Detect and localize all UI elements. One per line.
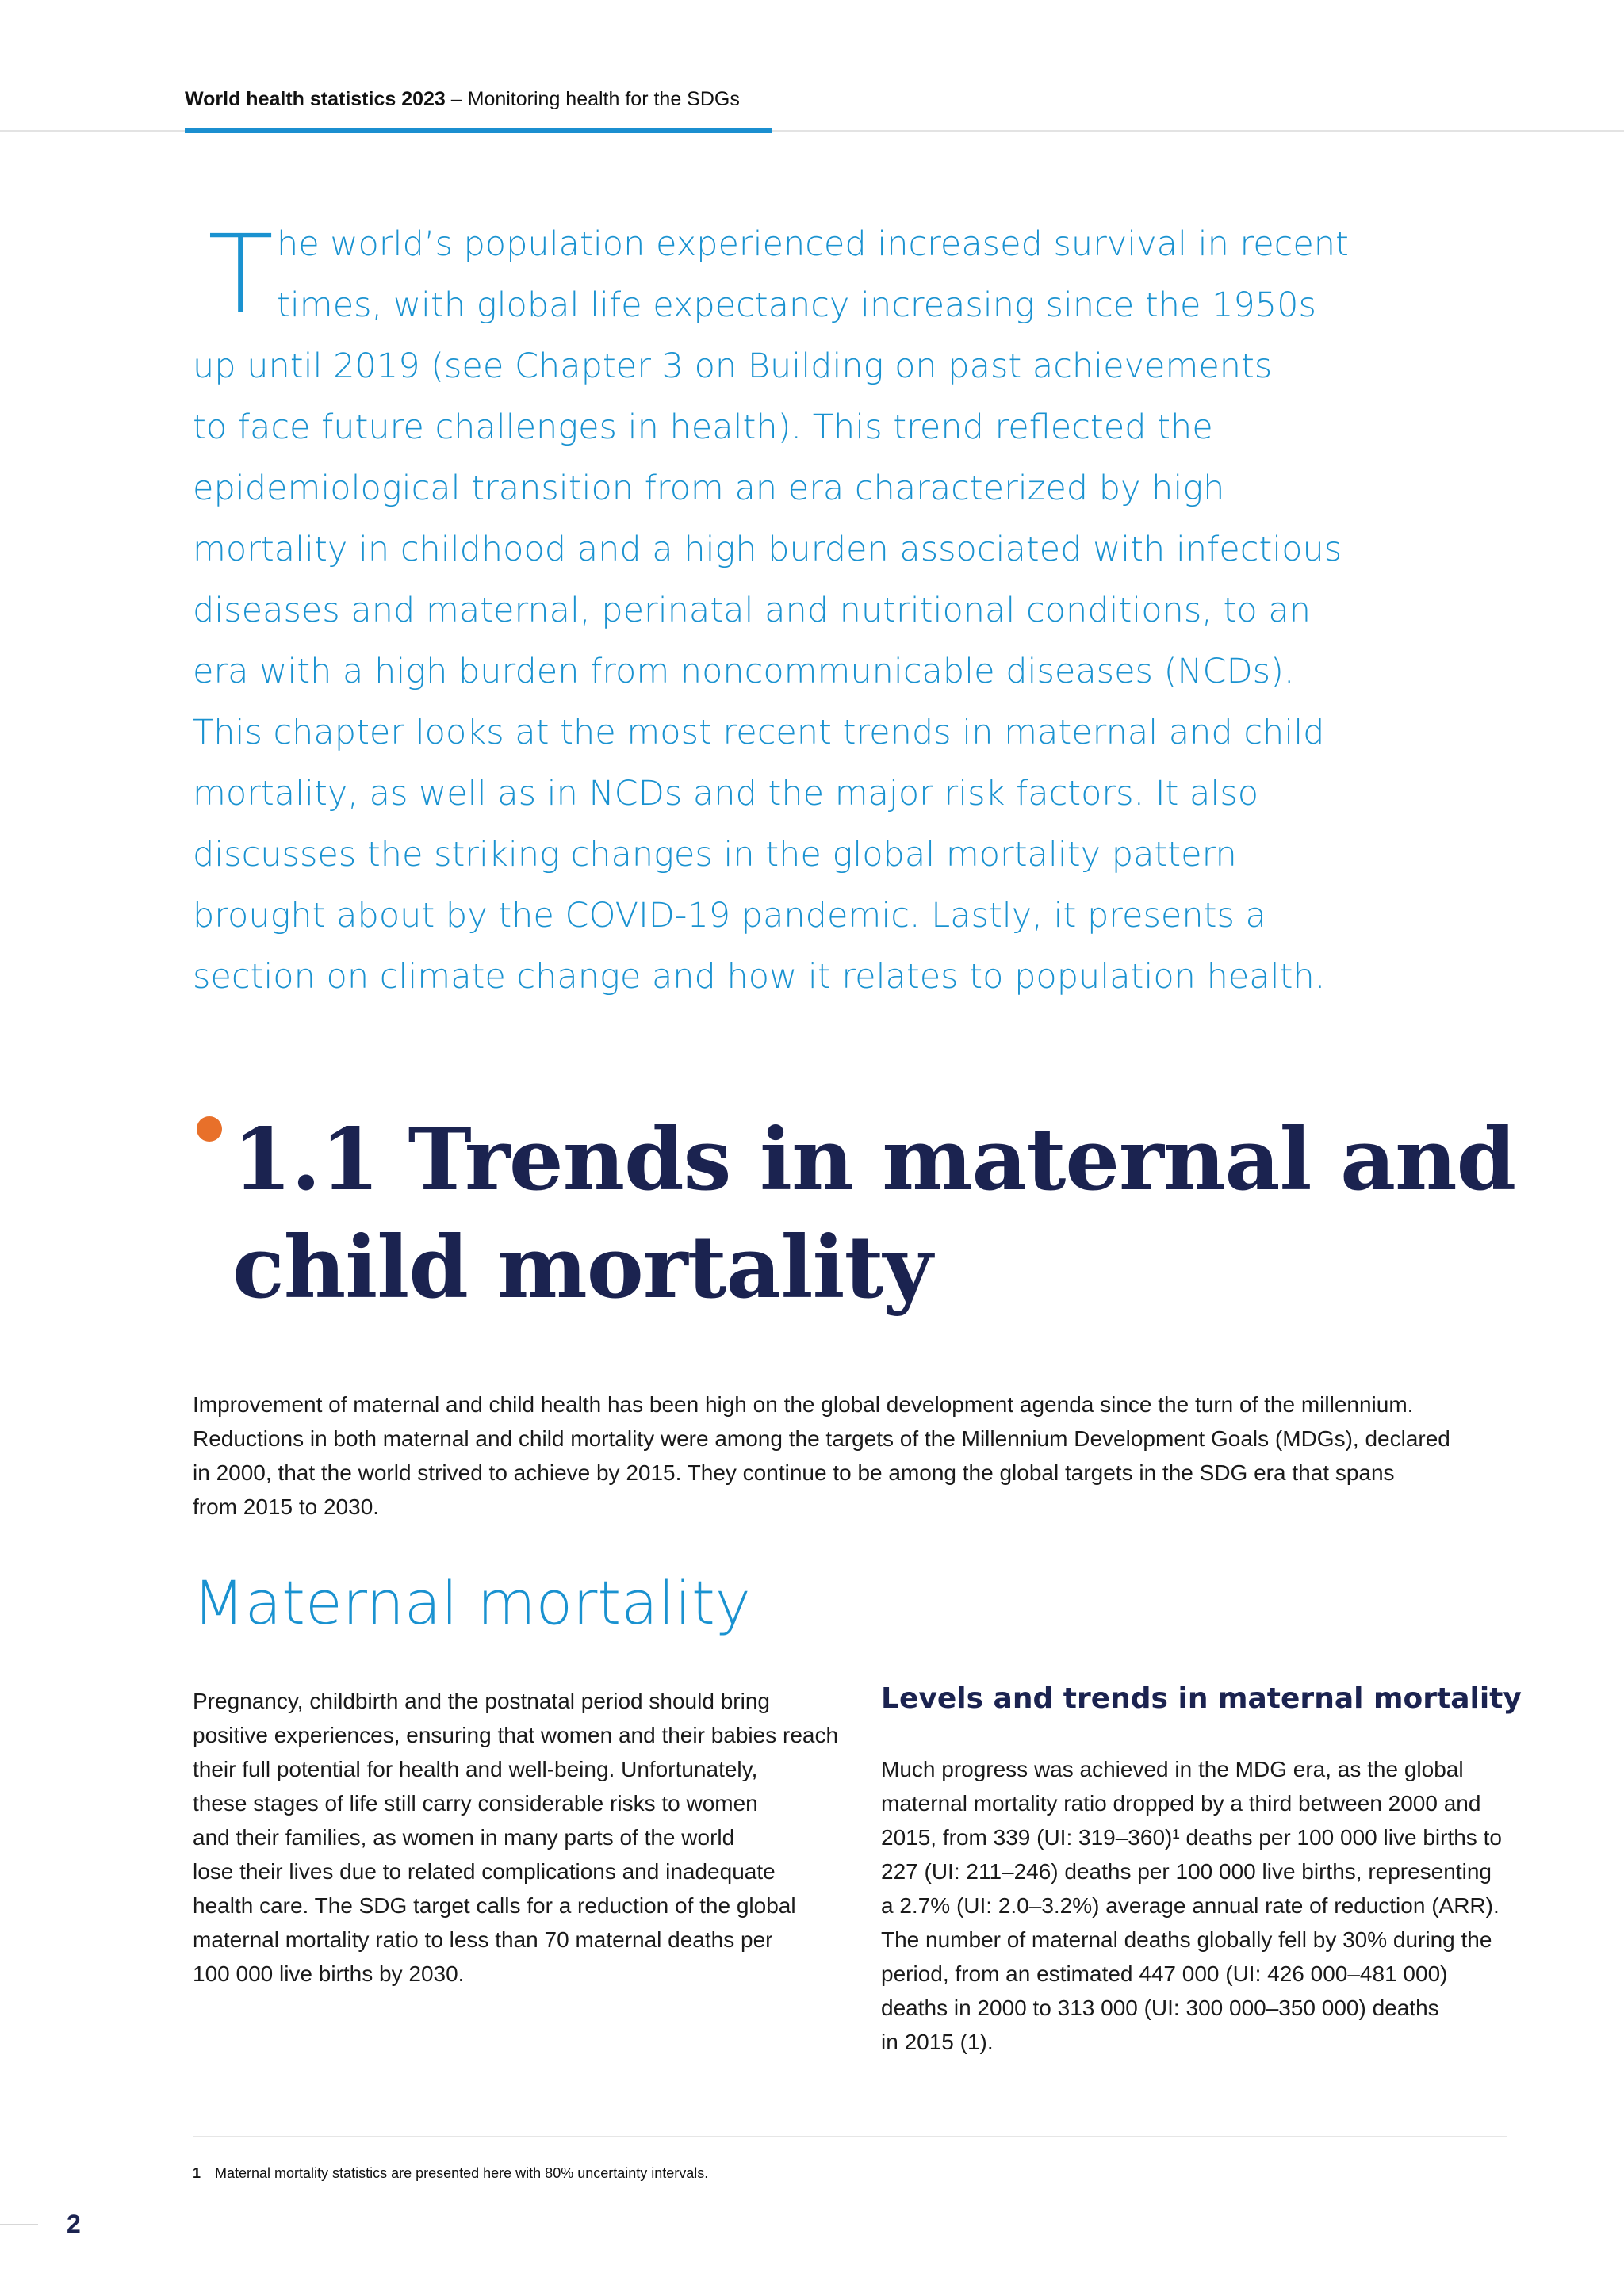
intro-line: epidemiological transition from an era characterized by high — [193, 469, 1225, 508]
left-column-paragraph — [193, 1684, 839, 1991]
right-column-line: a 2.7% (UI: 2.0–3.2%) average annual rate of reduction (ARR). — [881, 1893, 1500, 1918]
footnote — [193, 2165, 708, 2182]
left-column-line: lose their lives due to related complications and inadequate — [193, 1859, 776, 1884]
intro-line: mortality in childhood and a high burden associated with infectious — [193, 530, 1342, 569]
section-heading-line: 1.1 Trends in maternal and — [232, 1110, 1516, 1210]
report-title: World health statistics 2023 — [185, 88, 446, 110]
body-line: Reductions in both maternal and child mortality were among the targets of the Millennium Development Goals (MDGs), declared — [193, 1426, 1450, 1451]
intro-line: discusses the striking changes in the global mortality pattern — [193, 835, 1237, 874]
footnote-text: Maternal mortality statistics are presented here with 80% uncertainty intervals. — [215, 2165, 709, 2181]
body-paragraph — [193, 1387, 1507, 1524]
intro-line: brought about by the COVID-19 pandemic. Lastly, it presents a — [193, 896, 1266, 936]
section-heading — [232, 1106, 1516, 1322]
minor-heading: Levels and trends in maternal mortality — [881, 1682, 1522, 1715]
left-column-line: these stages of life still carry considerable risks to women — [193, 1791, 758, 1816]
page-number-rule — [0, 2224, 38, 2225]
right-column-line: Much progress was achieved in the MDG era, as the global — [881, 1757, 1464, 1781]
left-column-line: Pregnancy, childbirth and the postnatal period should bring — [193, 1689, 770, 1713]
intro-dropcap: T — [208, 212, 274, 338]
right-column-line: deaths in 2000 to 313 000 (UI: 300 000–350 000) deaths — [881, 1996, 1439, 2020]
intro-line: section on climate change and how it relates to population health. — [193, 957, 1326, 997]
intro-line: mortality, as well as in NCDs and the major risk factors. It also — [193, 774, 1259, 813]
right-column-line: The number of maternal deaths globally fell by 30% during the — [881, 1927, 1492, 1952]
intro-line: to face future challenges in health). This trend reflected the — [193, 408, 1213, 447]
running-header — [185, 88, 740, 111]
right-column-line: 2015, from 339 (UI: 319–360)¹ deaths per 100 000 live births to — [881, 1825, 1502, 1850]
left-column-line: and their families, as women in many parts of the world — [193, 1825, 735, 1850]
left-column-line: maternal mortality ratio to less than 70 maternal deaths per — [193, 1927, 773, 1952]
right-column-line: period, from an estimated 447 000 (UI: 426 000–481 000) — [881, 1961, 1448, 1986]
left-column-line: 100 000 live births by 2030. — [193, 1961, 465, 1986]
intro-line: This chapter looks at the most recent trends in maternal and child — [193, 713, 1325, 752]
body-line: in 2000, that the world strived to achieve by 2015. They continue to be among the global targets in the SDG era that spans — [193, 1460, 1395, 1485]
intro-paragraph — [193, 214, 1349, 1008]
report-subtitle: – Monitoring health for the SDGs — [445, 88, 740, 110]
left-column-line: their full potential for health and well-being. Unfortunately, — [193, 1757, 758, 1781]
body-line: from 2015 to 2030. — [193, 1494, 380, 1519]
section-heading-line: child mortality — [232, 1218, 933, 1318]
intro-line: he world’s population experienced increased survival in recent — [277, 224, 1349, 264]
right-column-line: maternal mortality ratio dropped by a third between 2000 and — [881, 1791, 1481, 1816]
intro-line: era with a high burden from noncommunicable diseases (NCDs). — [193, 652, 1295, 691]
intro-line: up until 2019 (see Chapter 3 on Building on past achievements — [193, 346, 1273, 386]
footnote-divider — [193, 2136, 1507, 2137]
right-column-paragraph — [881, 1752, 1507, 2059]
footnote-number: 1 — [193, 2165, 201, 2181]
section-bullet-dot — [197, 1116, 222, 1142]
intro-line: times, with global life expectancy increasing since the 1950s — [277, 285, 1316, 325]
right-column-line: 227 (UI: 211–246) deaths per 100 000 live births, representing — [881, 1859, 1492, 1884]
body-line: Improvement of maternal and child health has been high on the global development agenda since the turn of the millennium. — [193, 1392, 1414, 1417]
intro-line: diseases and maternal, perinatal and nutritional conditions, to an — [193, 591, 1311, 630]
right-column-line: in 2015 (1). — [881, 2030, 994, 2054]
header-accent-rule — [185, 128, 772, 133]
left-column-line: health care. The SDG target calls for a reduction of the global — [193, 1893, 796, 1918]
subsection-heading: Maternal mortality — [193, 1567, 751, 1638]
page-number: 2 — [67, 2210, 81, 2238]
left-column-line: positive experiences, ensuring that women and their babies reach — [193, 1723, 839, 1747]
